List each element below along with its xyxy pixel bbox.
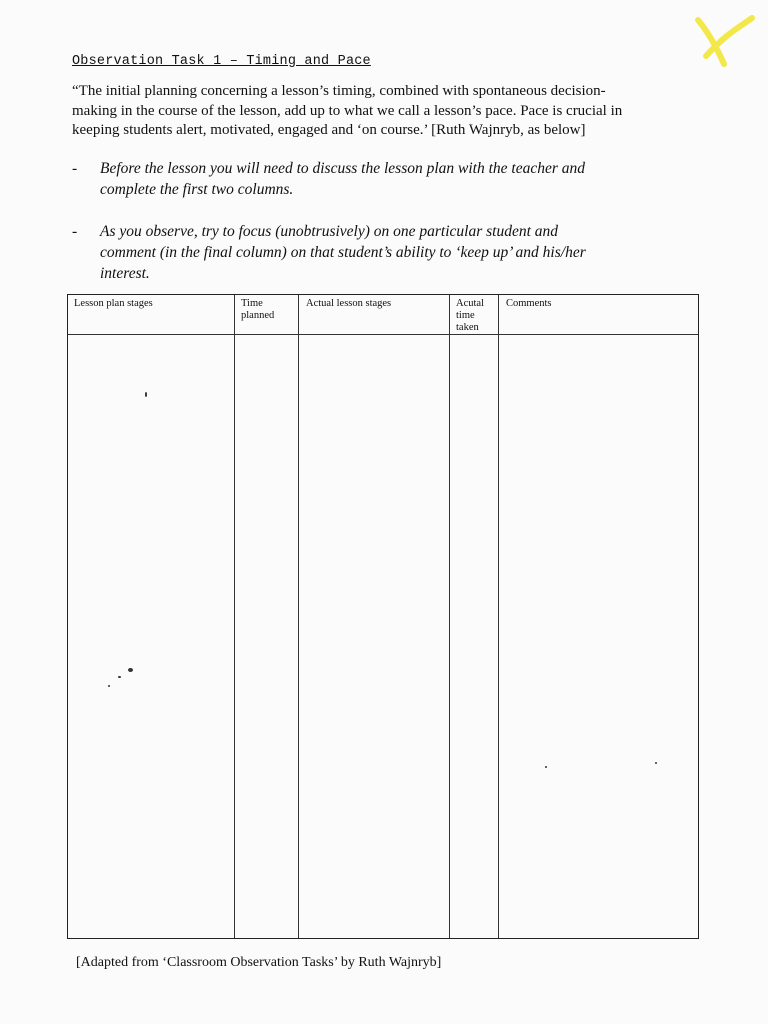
yellow-x-mark-icon bbox=[690, 14, 760, 74]
scan-speck bbox=[118, 676, 121, 678]
scan-speck bbox=[655, 762, 657, 764]
intro-line: keeping students alert, motivated, engaged and ‘on course.’ [Ruth Wajnryb, as below] bbox=[72, 122, 586, 138]
bullet-line: As you observe, try to focus (unobtrusively) on one particular student and bbox=[100, 223, 559, 240]
intro-line: “The initial planning concerning a lesson’s timing, combined with spontaneous decision- bbox=[72, 83, 606, 99]
scan-speck bbox=[128, 668, 133, 672]
header-actual-lesson-stages: Actual lesson stages bbox=[306, 298, 392, 309]
observation-table bbox=[67, 294, 699, 939]
column-divider bbox=[234, 295, 235, 938]
bullet-line: Before the lesson you will need to discuss the lesson plan with the teacher and bbox=[100, 160, 586, 177]
header-time-planned: Time planned bbox=[241, 298, 275, 321]
bullet-dash: - bbox=[72, 223, 78, 240]
bullet-line: comment (in the final column) on that student’s ability to ‘keep up’ and his/her bbox=[100, 244, 586, 261]
source-citation: [Adapted from ‘Classroom Observation Tasks’ by Ruth Wajnryb] bbox=[76, 955, 442, 970]
intro-quote bbox=[72, 82, 682, 141]
column-divider bbox=[298, 295, 299, 938]
bullet-line: complete the first two columns. bbox=[100, 181, 294, 198]
worksheet-title: Observation Task 1 – Timing and Pace bbox=[72, 54, 371, 69]
intro-line: making in the course of the lesson, add up to what we call a lesson’s pace. Pace is crucial in bbox=[72, 102, 623, 119]
bullet-dash: - bbox=[72, 160, 78, 177]
header-lesson-plan-stages: Lesson plan stages bbox=[74, 298, 153, 309]
header-comments: Comments bbox=[506, 298, 552, 309]
header-divider bbox=[68, 334, 698, 335]
column-divider bbox=[498, 295, 499, 938]
bullet-line: interest. bbox=[100, 265, 150, 282]
scan-speck bbox=[145, 392, 147, 397]
column-divider bbox=[449, 295, 450, 938]
scan-speck bbox=[108, 685, 110, 687]
scan-speck bbox=[545, 766, 547, 768]
header-actual-time-taken: Acutal time taken bbox=[456, 298, 484, 333]
